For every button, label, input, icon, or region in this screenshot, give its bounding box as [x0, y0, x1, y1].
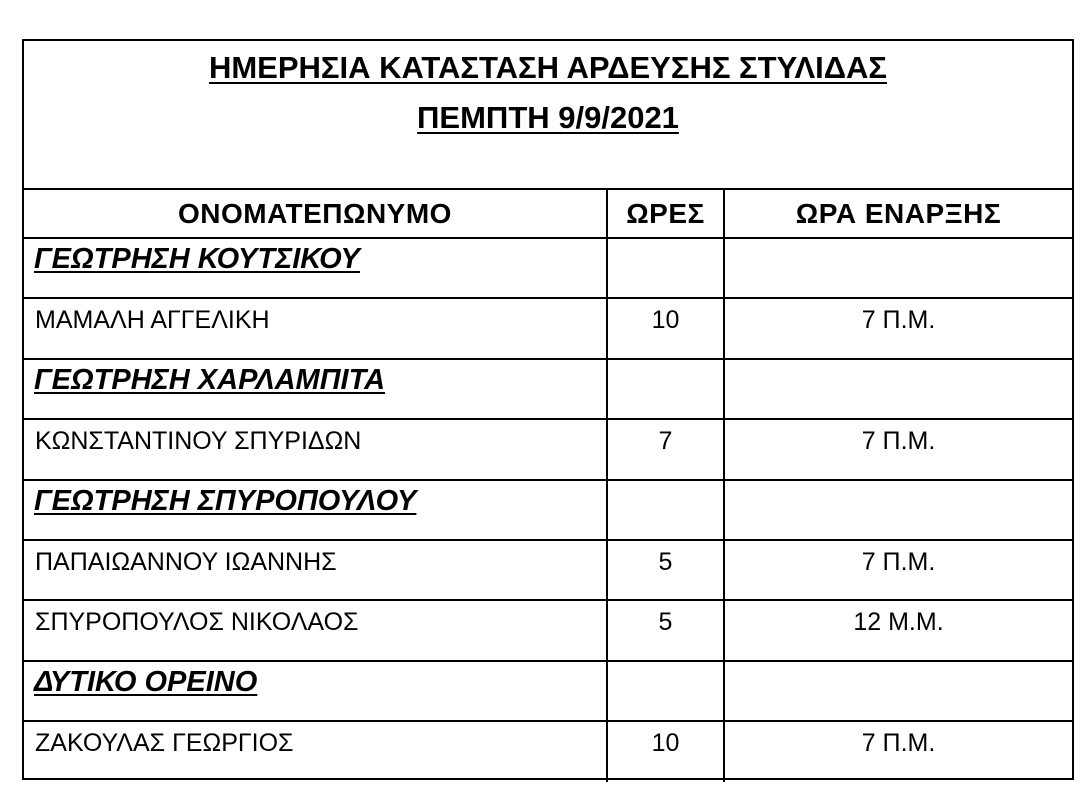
section-name-cell — [24, 661, 607, 721]
section-row — [24, 238, 1072, 298]
hours-cell: 5 — [607, 540, 724, 600]
section-row — [24, 359, 1072, 419]
start-time-cell — [724, 480, 1072, 540]
table-row — [24, 721, 1072, 781]
start-time-cell: 7 Π.Μ. — [724, 540, 1072, 600]
table-row — [24, 600, 1072, 660]
hours-cell: 5 — [607, 600, 724, 660]
document-title: ΗΜΕΡΗΣΙΑ ΚΑΤΑΣΤΑΣΗ ΑΡΔΕΥΣΗΣ ΣΤΥΛΙΔΑΣ — [208, 50, 888, 85]
start-time-cell: 7 Π.Μ. — [724, 298, 1072, 358]
hours-cell — [607, 661, 724, 721]
person-name: ΠΑΠΑΙΩΑΝΝΟΥ ΙΩΑΝΝΗΣ — [24, 540, 607, 600]
hours-cell — [607, 359, 724, 419]
document-date-line — [24, 98, 1072, 138]
person-name: ΚΩΝΣΤΑΝΤΙΝΟΥ ΣΠΥΡΙΔΩΝ — [24, 419, 607, 479]
table-row — [24, 419, 1072, 479]
start-time-cell — [724, 359, 1072, 419]
start-time-cell — [724, 661, 1072, 721]
section-name-cell — [24, 238, 607, 298]
header-row — [24, 190, 1072, 238]
schedule-body — [24, 238, 1072, 782]
section-name: ΔΥΤΙΚΟ ΟΡΕΙΝΟ — [34, 665, 258, 698]
section-row — [24, 661, 1072, 721]
person-name: ΣΠΥΡΟΠΟΥΛΟΣ ΝΙΚΟΛΑΟΣ — [24, 600, 607, 660]
document-date: ΠΕΜΠΤΗ 9/9/2021 — [417, 100, 679, 135]
hours-cell — [607, 238, 724, 298]
hours-cell — [607, 480, 724, 540]
table-row — [24, 540, 1072, 600]
section-name: ΓΕΩΤΡΗΣΗ ΚΟΥΤΣΙΚΟΥ — [34, 243, 360, 275]
header-start-time: ΩΡΑ ΕΝΑΡΞΗΣ — [724, 190, 1072, 238]
section-name: ΓΕΩΤΡΗΣΗ ΧΑΡΛΑΜΠΙΤΑ — [34, 363, 386, 396]
section-name-cell — [24, 359, 607, 419]
title-block — [24, 41, 1072, 190]
start-time-cell: 7 Π.Μ. — [724, 721, 1072, 781]
document-title-line — [24, 48, 1072, 88]
header-name: ΟΝΟΜΑΤΕΠΩΝΥΜΟ — [24, 190, 607, 238]
hours-cell: 10 — [607, 298, 724, 358]
table-row — [24, 298, 1072, 358]
start-time-cell: 12 Μ.Μ. — [724, 600, 1072, 660]
section-row — [24, 480, 1072, 540]
header-hours: ΩΡΕΣ — [607, 190, 724, 238]
irrigation-schedule-sheet — [22, 39, 1074, 780]
person-name: ΜΑΜΑΛΗ ΑΓΓΕΛΙΚΗ — [24, 298, 607, 358]
hours-cell: 10 — [607, 721, 724, 781]
section-name-cell — [24, 480, 607, 540]
person-name: ΖΑΚΟΥΛΑΣ ΓΕΩΡΓΙΟΣ — [24, 721, 607, 781]
schedule-table — [24, 190, 1072, 782]
start-time-cell: 7 Π.Μ. — [724, 419, 1072, 479]
start-time-cell — [724, 238, 1072, 298]
section-name: ΓΕΩΤΡΗΣΗ ΣΠΥΡΟΠΟΥΛΟΥ — [34, 484, 417, 517]
hours-cell: 7 — [607, 419, 724, 479]
